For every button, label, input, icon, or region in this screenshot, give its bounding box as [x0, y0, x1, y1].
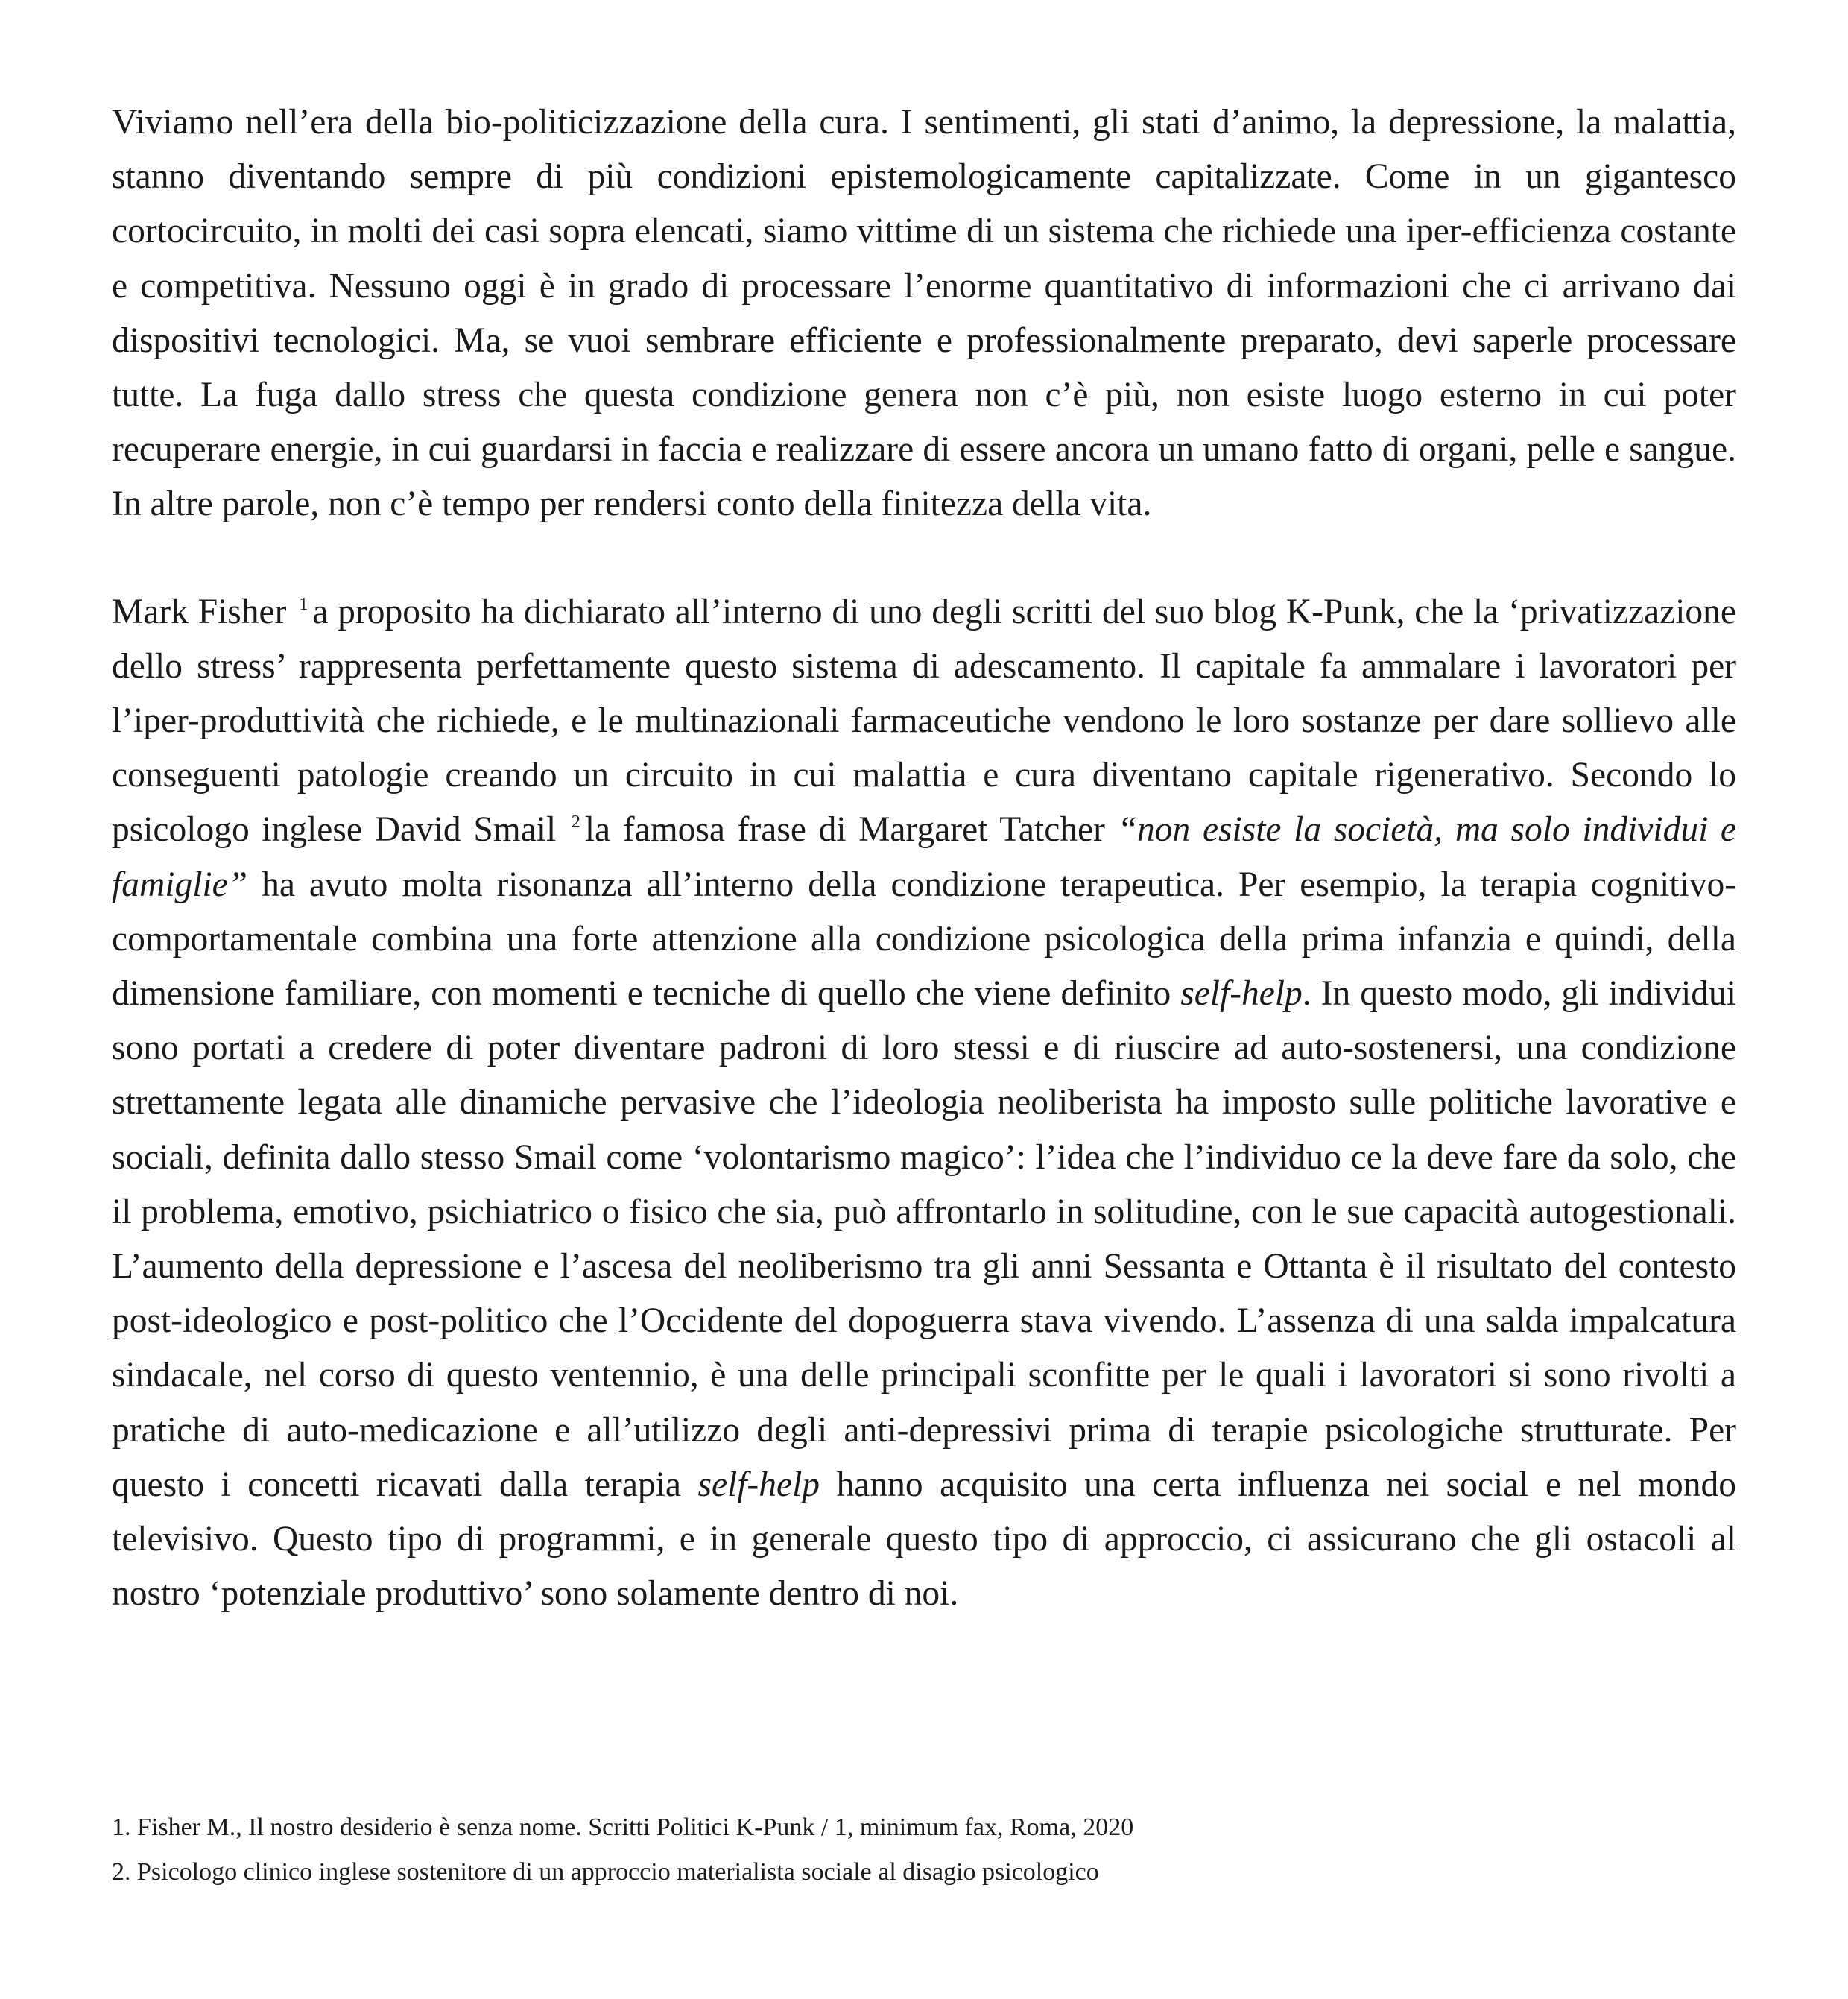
footnote-1: 1. Fisher M., Il nostro desiderio è senza nome. Scritti Politici K-Punk / 1, minimum fax, Roma, 2020 — [112, 1813, 1134, 1841]
paragraph-2 — [112, 585, 1736, 1622]
paragraph-1: Viviamo nell’era della bio-politicizzazione della cura. I sentimenti, gli stati d’animo, la depressione, la malattia, stanno diventando sempre di più condizioni epistemologicamente capitalizzate. Come in un gigantesco cortocircuito, in molti dei casi sopra elencati, siamo vittime di un sistema che richiede una iper-efficienza costante e competitiva. Nessuno oggi è in grado di processare l’enorme quantitativo di informazioni che ci arrivano dai dispositivi tecnologici. Ma, se vuoi sembrare efficiente e professionalmente preparato, devi saperle processare tutte. La fuga dallo stress che questa condizione genera non c’è più, non esiste luogo esterno in cui poter recuperare energie, in cui guardarsi in faccia e realizzare di essere ancora un umano fatto di organi, pelle e sangue. In altre parole, non c’è tempo per rendersi conto della finitezza della vita. — [112, 103, 1736, 524]
text-segment: hanno acquisito una certa influenza nei social e nel mondo televisivo. Questo tipo di programmi, e in generale questo tipo di approccio, ci assicurano che gli ostacoli al nostro ‘potenziale produttivo’ sono solamente dentro di noi. — [112, 1465, 1737, 1614]
text-segment: la famosa frase di Margaret Tatcher — [584, 810, 1105, 850]
document-body — [112, 95, 1736, 1621]
thatcher-quote: “non esiste la società, ma solo individui e famiglie” — [112, 810, 1737, 904]
self-help-term: self-help — [1180, 974, 1303, 1014]
footnote-ref-1: 1 — [299, 594, 308, 614]
text-segment: ha avuto molta risonanza all’interno della condizione terapeutica. Per esempio, la terapia cognitivo-comportamentale combina una forte attenzione alla condizione psicologica della prima infanzia e quindi, della dimensione familiare, con momenti e tecniche di quello che viene definito — [112, 865, 1737, 1014]
footnote-2: 2. Psicologo clinico inglese sostenitore di un approccio materialista sociale al disagio psicologico — [112, 1858, 1099, 1886]
footnotes — [112, 1805, 1736, 1895]
footnote-ref-2: 2 — [571, 812, 580, 833]
text-segment: Mark Fisher — [112, 592, 287, 631]
text-segment: a proposito ha dichiarato all’interno di uno degli scritti del suo blog K-Punk, che la ‘privatizzazione dello stress’ rappresenta perfettamente questo sistema di adescamento. Il capitale fa ammalare i lavoratori per l’iper-produttività che richiede, e le multinazionali farmaceutiche vendono le loro sostanze per dare sollievo alle conseguenti patologie creando un circuito in cui malattia e cura diventano capitale rigenerativo. Secondo lo psicologo inglese David Smail — [112, 592, 1737, 850]
self-help-term: self-help — [697, 1465, 820, 1504]
text-segment: . In questo modo, gli individui sono portati a credere di poter diventare padroni di loro stessi e di riuscire ad auto-sostenersi, una condizione strettamente legata alle dinamiche pervasive che l’ideologia neoliberista ha imposto sulle politiche lavorative e sociali, definita dallo stesso Smail come ‘volontarismo magico’: l’idea che l’individuo ce la deve fare da solo, che il problema, emotivo, psichiatrico o fisico che sia, può affrontarlo in solitudine, con le sue capacità autogestionali. L’aumento della depressione e l’ascesa del neoliberismo tra gli anni Sessanta e Ottanta è il risultato del contesto post-ideologico e post-politico che l’Occidente del dopoguerra stava vivendo. L’assenza di una salda impalcatura sindacale, nel corso di questo ventennio, è una delle principali sconfitte per le quali i lavoratori si sono rivolti a pratiche di auto-medicazione e all’utilizzo degli anti-depressivi prima di terapie psicologiche strutturate. Per questo i concetti ricavati dalla terapia — [112, 974, 1736, 1504]
